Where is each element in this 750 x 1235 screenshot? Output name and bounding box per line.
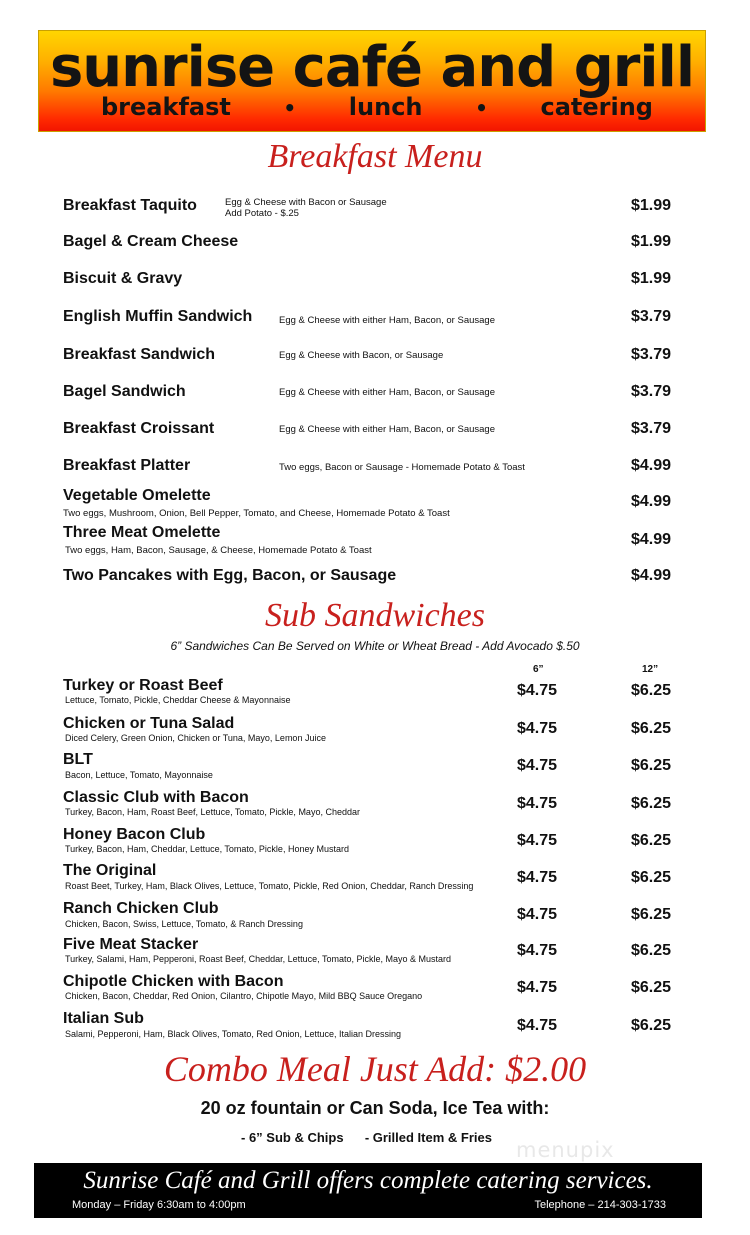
menu-item: [63, 233, 673, 267]
menu-item: [63, 487, 673, 521]
size-12-label: 12”: [642, 664, 659, 675]
item-price: $1.99: [630, 197, 671, 214]
subs-note: 6” Sandwiches Can Be Served on White or Wheat Bread - Add Avocado $.50: [170, 639, 580, 653]
tag-breakfast: breakfast: [101, 93, 231, 121]
item-name: Bagel & Cream Cheese: [63, 233, 239, 250]
price-12: $6.25: [630, 682, 671, 699]
item-name: Italian Sub: [63, 1010, 144, 1027]
item-name: Honey Bacon Club: [63, 826, 206, 843]
menu-item: [63, 195, 673, 229]
item-name: Ranch Chicken Club: [63, 900, 219, 917]
price-6: $4.75: [517, 979, 558, 996]
price-6: $4.75: [517, 795, 558, 812]
item-price: $1.99: [630, 270, 671, 287]
item-name: The Original: [63, 862, 157, 879]
item-desc: Egg & Cheese with Bacon, or Sausage: [279, 350, 444, 361]
item-name: Biscuit & Gravy: [63, 270, 183, 287]
menu-item: [63, 457, 673, 491]
item-price: $3.79: [630, 308, 671, 325]
sub-item: [63, 789, 673, 823]
tag-catering: catering: [540, 93, 653, 121]
price-6: $4.75: [517, 906, 558, 923]
price-6: $4.75: [517, 682, 558, 699]
price-12: $6.25: [630, 832, 671, 849]
item-name: English Muffin Sandwich: [63, 308, 253, 325]
item-name: Turkey or Roast Beef: [63, 677, 223, 694]
tag-separator: •: [475, 96, 488, 120]
item-price: $1.99: [630, 233, 671, 250]
sub-item: [63, 973, 673, 1007]
item-name: Three Meat Omelette: [63, 524, 221, 541]
sub-item: [63, 751, 673, 785]
price-12: $6.25: [630, 720, 671, 737]
item-desc: Lettuce, Tomato, Pickle, Cheddar Cheese & Mayonnaise: [65, 695, 291, 705]
price-12: $6.25: [630, 795, 671, 812]
item-name: Five Meat Stacker: [63, 936, 199, 953]
price-6: $4.75: [517, 757, 558, 774]
combo-option: - 6” Sub & Chips: [241, 1130, 344, 1145]
item-price: $4.99: [630, 493, 671, 510]
item-price: $3.79: [630, 383, 671, 400]
item-name: Breakfast Platter: [63, 457, 191, 474]
tagline: [101, 93, 653, 123]
sub-item: [63, 715, 673, 749]
footer-banner: [34, 1163, 702, 1218]
price-12: $6.25: [630, 942, 671, 959]
item-price: $3.79: [630, 420, 671, 437]
price-12: $6.25: [630, 979, 671, 996]
price-12: $6.25: [630, 1017, 671, 1034]
menu-item: [63, 524, 673, 558]
item-desc: Chicken, Bacon, Swiss, Lettuce, Tomato, & Ranch Dressing: [65, 919, 303, 929]
item-desc: Roast Beet, Turkey, Ham, Black Olives, Lettuce, Tomato, Pickle, Red Onion, Cheddar, Ranch Dressing: [65, 881, 474, 891]
telephone: Telephone – 214-303-1733: [534, 1199, 666, 1211]
price-6: $4.75: [517, 869, 558, 886]
item-name: Two Pancakes with Egg, Bacon, or Sausage: [63, 567, 397, 584]
item-name: Breakfast Taquito: [63, 197, 197, 214]
brand-title: sunrise café and grill: [49, 35, 695, 100]
item-desc: Egg & Cheese with Bacon or Sausage: [225, 197, 387, 208]
item-desc: Bacon, Lettuce, Tomato, Mayonnaise: [65, 770, 213, 780]
combo-option: - Grilled Item & Fries: [364, 1130, 492, 1145]
item-price: $4.99: [630, 457, 671, 474]
menu-item: [63, 270, 673, 304]
item-desc: Turkey, Salami, Ham, Pepperoni, Roast Beef, Cheddar, Lettuce, Tomato, Pickle, Mayo & Mustard: [65, 954, 452, 964]
price-6: $4.75: [517, 832, 558, 849]
sub-item: [63, 936, 673, 970]
item-name: Chipotle Chicken with Bacon: [63, 973, 284, 990]
menu-item: [63, 346, 673, 380]
item-name: Chicken or Tuna Salad: [63, 715, 235, 732]
price-12: $6.25: [630, 757, 671, 774]
item-name: Bagel Sandwich: [63, 383, 186, 400]
price-12: $6.25: [630, 869, 671, 886]
combo-options: [241, 1130, 492, 1145]
item-name: BLT: [63, 751, 93, 768]
item-name: Classic Club with Bacon: [63, 789, 249, 806]
item-name: Breakfast Croissant: [63, 420, 215, 437]
combo-drinks: 20 oz fountain or Can Soda, Ice Tea with:: [200, 1098, 550, 1118]
item-desc: Egg & Cheese with either Ham, Bacon, or Sausage: [279, 424, 495, 435]
sub-item: [63, 826, 673, 860]
subs-title: Sub Sandwiches: [264, 597, 486, 634]
size-6-label: 6”: [533, 664, 544, 675]
item-desc: Diced Celery, Green Onion, Chicken or Tuna, Mayo, Lemon Juice: [65, 733, 326, 743]
item-name: Breakfast Sandwich: [63, 346, 216, 363]
sub-item: [63, 862, 673, 896]
menu-item: [63, 383, 673, 417]
item-desc: Egg & Cheese with either Ham, Bacon, or Sausage: [279, 387, 495, 398]
item-desc: Turkey, Bacon, Ham, Cheddar, Lettuce, Tomato, Pickle, Honey Mustard: [65, 844, 349, 854]
sub-item: [63, 900, 673, 934]
item-desc: Two eggs, Bacon or Sausage - Homemade Potato & Toast: [279, 462, 525, 473]
item-name: Vegetable Omelette: [63, 487, 211, 504]
price-12: $6.25: [630, 906, 671, 923]
header-banner: [38, 30, 706, 132]
sub-item: [63, 1010, 673, 1044]
tag-lunch: lunch: [348, 93, 423, 121]
price-6: $4.75: [517, 1017, 558, 1034]
price-6: $4.75: [517, 720, 558, 737]
price-6: $4.75: [517, 942, 558, 959]
item-price: $4.99: [630, 531, 671, 548]
item-desc: Chicken, Bacon, Cheddar, Red Onion, Cilantro, Chipotle Mayo, Mild BBQ Sauce Oregano: [65, 991, 423, 1001]
breakfast-title: Breakfast Menu: [267, 138, 483, 175]
menu-item: [63, 420, 673, 454]
business-hours: Monday – Friday 6:30am to 4:00pm: [72, 1199, 246, 1211]
sub-item: [63, 677, 673, 711]
item-desc: Two eggs, Mushroom, Onion, Bell Pepper, Tomato, and Cheese, Homemade Potato & Toast: [63, 508, 450, 519]
watermark: menupix: [516, 1138, 615, 1162]
combo-title: Combo Meal Just Add: $2.00: [163, 1049, 587, 1089]
item-desc-extra: Add Potato - $.25: [225, 208, 299, 219]
item-desc: Turkey, Bacon, Ham, Roast Beef, Lettuce, Tomato, Pickle, Mayo, Cheddar: [65, 807, 360, 817]
item-price: $4.99: [630, 567, 671, 584]
item-desc: Salami, Pepperoni, Ham, Black Olives, Tomato, Red Onion, Lettuce, Italian Dressing: [65, 1029, 401, 1039]
item-desc: Egg & Cheese with either Ham, Bacon, or Sausage: [279, 315, 495, 326]
item-price: $3.79: [630, 346, 671, 363]
menu-item: [63, 567, 673, 601]
tag-separator: •: [283, 96, 297, 120]
menu-item: [63, 308, 673, 342]
item-desc: Two eggs, Ham, Bacon, Sausage, & Cheese, Homemade Potato & Toast: [65, 545, 372, 556]
catering-promo: Sunrise Café and Grill offers complete catering services.: [83, 1167, 653, 1194]
